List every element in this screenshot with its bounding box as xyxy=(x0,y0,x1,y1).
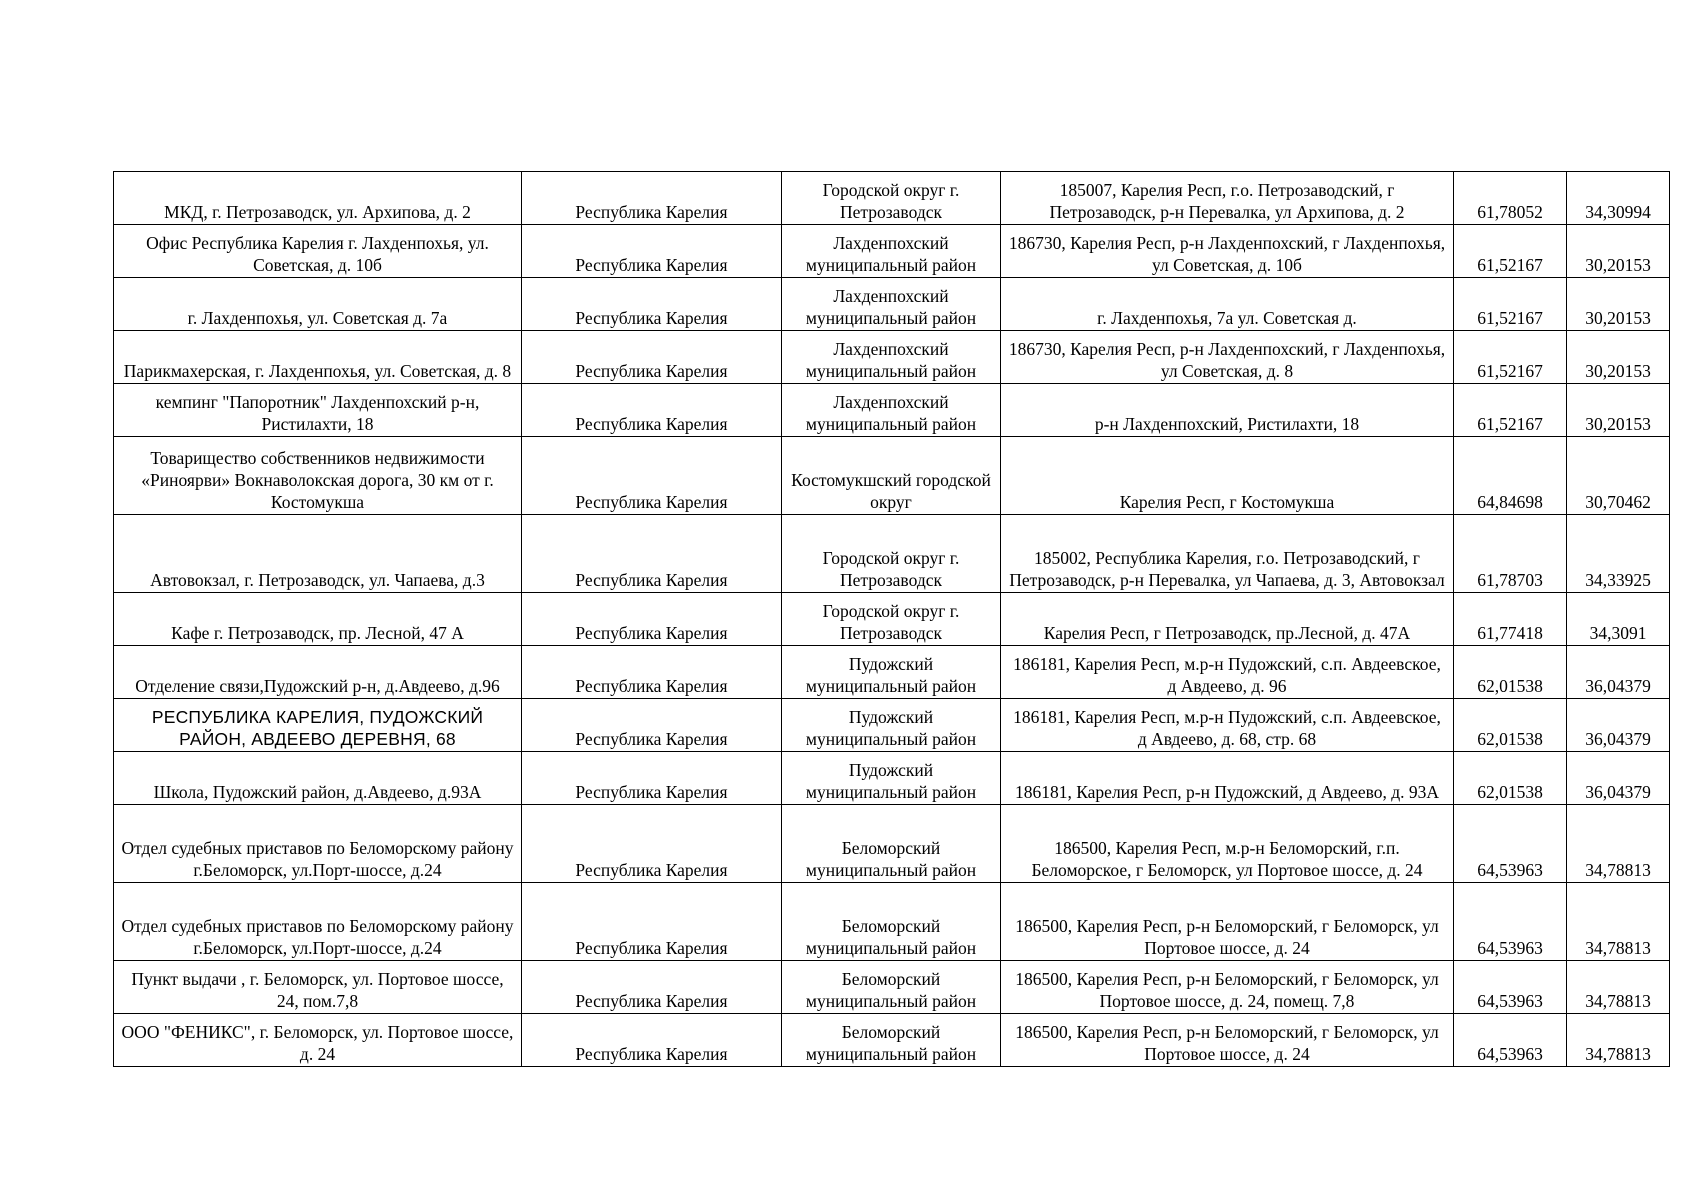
address-cell: 186181, Карелия Респ, м.р-н Пудожский, с.п. Авдеевское, д Авдеево, д. 96 xyxy=(1001,646,1454,699)
latitude-cell: 61,78703 xyxy=(1454,515,1567,593)
table-row xyxy=(114,331,1670,384)
region-cell: Республика Карелия xyxy=(522,225,782,278)
latitude-cell: 64,84698 xyxy=(1454,437,1567,515)
latitude-cell: 64,53963 xyxy=(1454,1014,1567,1067)
municipality-cell: Беломорский муниципальный район xyxy=(782,1014,1001,1067)
address-cell: 186181, Карелия Респ, м.р-н Пудожский, с.п. Авдеевское, д Авдеево, д. 68, стр. 68 xyxy=(1001,699,1454,752)
municipality-cell: Лахденпохский муниципальный район xyxy=(782,278,1001,331)
municipality-cell: Костомукшский городской округ xyxy=(782,437,1001,515)
longitude-cell: 36,04379 xyxy=(1567,752,1670,805)
object-name-cell: ООО "ФЕНИКС", г. Беломорск, ул. Портовое шоссе, д. 24 xyxy=(114,1014,522,1067)
longitude-cell: 34,78813 xyxy=(1567,883,1670,961)
latitude-cell: 61,52167 xyxy=(1454,225,1567,278)
region-cell: Республика Карелия xyxy=(522,699,782,752)
locations-table xyxy=(113,171,1670,1067)
region-cell: Республика Карелия xyxy=(522,384,782,437)
region-cell: Республика Карелия xyxy=(522,437,782,515)
latitude-cell: 62,01538 xyxy=(1454,646,1567,699)
address-cell: 186500, Карелия Респ, р-н Беломорский, г Беломорск, ул Портовое шоссе, д. 24 xyxy=(1001,883,1454,961)
address-cell: 186500, Карелия Респ, м.р-н Беломорский, г.п. Беломорское, г Беломорск, ул Портовое шоссе, д. 24 xyxy=(1001,805,1454,883)
object-name-cell: Товарищество собственников недвижимости «Риноярви» Вокнаволокская дорога, 30 км от г. Костомукша xyxy=(114,437,522,515)
address-cell: Карелия Респ, г Костомукша xyxy=(1001,437,1454,515)
address-cell: р-н Лахденпохский, Ристилахти, 18 xyxy=(1001,384,1454,437)
table-row xyxy=(114,384,1670,437)
municipality-cell: Лахденпохский муниципальный район xyxy=(782,331,1001,384)
object-name-cell: МКД, г. Петрозаводск, ул. Архипова, д. 2 xyxy=(114,172,522,225)
longitude-cell: 30,20153 xyxy=(1567,225,1670,278)
municipality-cell: Лахденпохский муниципальный район xyxy=(782,225,1001,278)
table-row xyxy=(114,805,1670,883)
object-name-cell: Парикмахерская, г. Лахденпохья, ул. Советская, д. 8 xyxy=(114,331,522,384)
object-name-cell: Отдел судебных приставов по Беломорскому району г.Беломорск, ул.Порт-шоссе, д.24 xyxy=(114,883,522,961)
latitude-cell: 62,01538 xyxy=(1454,752,1567,805)
table-row xyxy=(114,172,1670,225)
table-row xyxy=(114,883,1670,961)
object-name-cell: г. Лахденпохья, ул. Советская д. 7а xyxy=(114,278,522,331)
table-row xyxy=(114,593,1670,646)
longitude-cell: 34,78813 xyxy=(1567,961,1670,1014)
address-cell: 186500, Карелия Респ, р-н Беломорский, г Беломорск, ул Портовое шоссе, д. 24 xyxy=(1001,1014,1454,1067)
region-cell: Республика Карелия xyxy=(522,883,782,961)
municipality-cell: Лахденпохский муниципальный район xyxy=(782,384,1001,437)
region-cell: Республика Карелия xyxy=(522,646,782,699)
municipality-cell: Беломорский муниципальный район xyxy=(782,961,1001,1014)
region-cell: Республика Карелия xyxy=(522,331,782,384)
table-row xyxy=(114,1014,1670,1067)
municipality-cell: Пудожский муниципальный район xyxy=(782,699,1001,752)
region-cell: Республика Карелия xyxy=(522,172,782,225)
latitude-cell: 64,53963 xyxy=(1454,883,1567,961)
address-cell: 186500, Карелия Респ, р-н Беломорский, г Беломорск, ул Портовое шоссе, д. 24, помещ. 7,8 xyxy=(1001,961,1454,1014)
region-cell: Республика Карелия xyxy=(522,515,782,593)
municipality-cell: Городской округ г. Петрозаводск xyxy=(782,593,1001,646)
municipality-cell: Городской округ г. Петрозаводск xyxy=(782,515,1001,593)
object-name-cell: Отделение связи,Пудожский р-н, д.Авдеево, д.96 xyxy=(114,646,522,699)
table-row xyxy=(114,437,1670,515)
address-cell: 186730, Карелия Респ, р-н Лахденпохский, г Лахденпохья, ул Советская, д. 8 xyxy=(1001,331,1454,384)
region-cell: Республика Карелия xyxy=(522,961,782,1014)
table-row xyxy=(114,699,1670,752)
longitude-cell: 34,78813 xyxy=(1567,1014,1670,1067)
address-cell: 185002, Республика Карелия, г.о. Петрозаводский, г Петрозаводск, р-н Перевалка, ул Чапаева, д. 3, Автовокзал xyxy=(1001,515,1454,593)
object-name-cell: кемпинг "Папоротник" Лахденпохский р-н, Ристилахти, 18 xyxy=(114,384,522,437)
latitude-cell: 61,77418 xyxy=(1454,593,1567,646)
address-cell: г. Лахденпохья, 7а ул. Советская д. xyxy=(1001,278,1454,331)
municipality-cell: Беломорский муниципальный район xyxy=(782,805,1001,883)
object-name-cell: Автовокзал, г. Петрозаводск, ул. Чапаева, д.3 xyxy=(114,515,522,593)
object-name-cell: Школа, Пудожский район, д.Авдеево, д.93А xyxy=(114,752,522,805)
municipality-cell: Пудожский муниципальный район xyxy=(782,752,1001,805)
longitude-cell: 34,33925 xyxy=(1567,515,1670,593)
latitude-cell: 61,52167 xyxy=(1454,278,1567,331)
longitude-cell: 36,04379 xyxy=(1567,699,1670,752)
latitude-cell: 61,78052 xyxy=(1454,172,1567,225)
longitude-cell: 30,70462 xyxy=(1567,437,1670,515)
table-row xyxy=(114,646,1670,699)
latitude-cell: 64,53963 xyxy=(1454,961,1567,1014)
latitude-cell: 61,52167 xyxy=(1454,331,1567,384)
longitude-cell: 34,30994 xyxy=(1567,172,1670,225)
region-cell: Республика Карелия xyxy=(522,805,782,883)
longitude-cell: 34,78813 xyxy=(1567,805,1670,883)
region-cell: Республика Карелия xyxy=(522,278,782,331)
object-name-cell: РЕСПУБЛИКА КАРЕЛИЯ, ПУДОЖСКИЙ РАЙОН, АВДЕЕВО ДЕРЕВНЯ, 68 xyxy=(114,699,522,752)
region-cell: Республика Карелия xyxy=(522,1014,782,1067)
longitude-cell: 30,20153 xyxy=(1567,278,1670,331)
municipality-cell: Пудожский муниципальный район xyxy=(782,646,1001,699)
table-row xyxy=(114,515,1670,593)
table-row xyxy=(114,961,1670,1014)
address-cell: 185007, Карелия Респ, г.о. Петрозаводский, г Петрозаводск, р-н Перевалка, ул Архипова, д. 2 xyxy=(1001,172,1454,225)
latitude-cell: 62,01538 xyxy=(1454,699,1567,752)
object-name-cell: Пункт выдачи , г. Беломорск, ул. Портовое шоссе, 24, пом.7,8 xyxy=(114,961,522,1014)
object-name-cell: Отдел судебных приставов по Беломорскому району г.Беломорск, ул.Порт-шоссе, д.24 xyxy=(114,805,522,883)
table-row xyxy=(114,225,1670,278)
region-cell: Республика Карелия xyxy=(522,752,782,805)
object-name-cell: Кафе г. Петрозаводск, пр. Лесной, 47 А xyxy=(114,593,522,646)
address-cell: 186730, Карелия Респ, р-н Лахденпохский, г Лахденпохья, ул Советская, д. 10б xyxy=(1001,225,1454,278)
table-row xyxy=(114,752,1670,805)
municipality-cell: Беломорский муниципальный район xyxy=(782,883,1001,961)
address-cell: Карелия Респ, г Петрозаводск, пр.Лесной, д. 47А xyxy=(1001,593,1454,646)
longitude-cell: 30,20153 xyxy=(1567,331,1670,384)
municipality-cell: Городской округ г. Петрозаводск xyxy=(782,172,1001,225)
longitude-cell: 36,04379 xyxy=(1567,646,1670,699)
address-cell: 186181, Карелия Респ, р-н Пудожский, д Авдеево, д. 93А xyxy=(1001,752,1454,805)
latitude-cell: 61,52167 xyxy=(1454,384,1567,437)
longitude-cell: 30,20153 xyxy=(1567,384,1670,437)
longitude-cell: 34,3091 xyxy=(1567,593,1670,646)
object-name-cell: Офис Республика Карелия г. Лахденпохья, ул. Советская, д. 10б xyxy=(114,225,522,278)
latitude-cell: 64,53963 xyxy=(1454,805,1567,883)
region-cell: Республика Карелия xyxy=(522,593,782,646)
table-row xyxy=(114,278,1670,331)
